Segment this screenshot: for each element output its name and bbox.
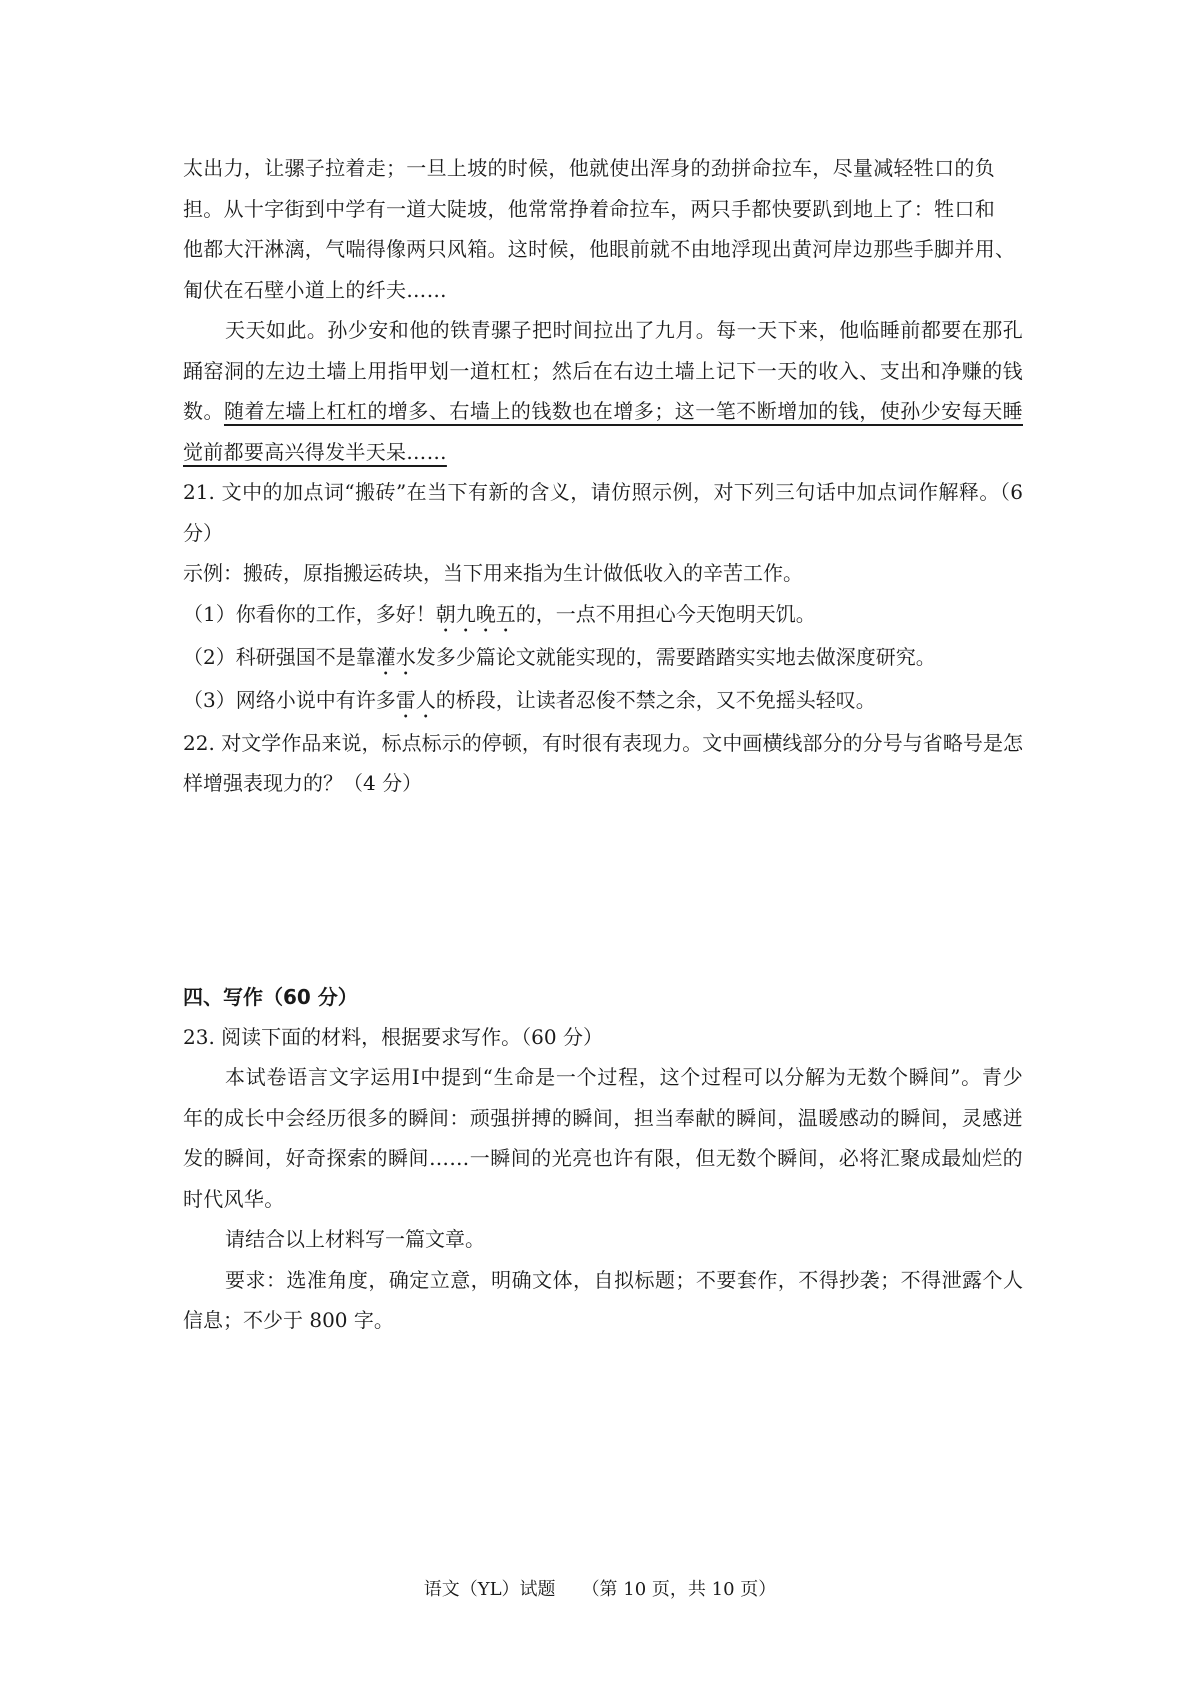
question-21-item-3 <box>183 680 1023 723</box>
page-content <box>183 148 1023 1341</box>
question-21-item-2 <box>183 637 1023 680</box>
passage-line: 担。从十字街到中学有一道大陡坡，他常常挣着命拉车，两只手都快要趴到地上了：牲口和 <box>183 196 995 221</box>
question-21-prompt: 21. 文中的加点词“搬砖”在当下有新的含义，请仿照示例，对下列三句话中加点词作解释。（6 分） <box>183 480 1023 545</box>
question-21-example: 示例：搬砖，原指搬运砖块，当下用来指为生计做低收入的辛苦工作。 <box>183 561 803 585</box>
writing-material: 本试卷语言文字运用Ⅰ中提到“生命是一个过程，这个过程可以分解为无数个瞬间”。青少年的成长中会经历很多的瞬间：顽强拼搏的瞬间，担当奉献的瞬间，温暖感动的瞬间，灵感迸发的瞬间，好奇探索的瞬间……一瞬间的光亮也许有限，但无数个瞬间，必将汇聚成最灿烂的时代风华。 <box>183 1065 1023 1211</box>
passage-line: 太出力，让骡子拉着走；一旦上坡的时候，他就使出浑身的劲拼命拉车，尽量减轻牲口的负 <box>183 156 995 180</box>
passage-line: 匍伏在石壁小道上的纤夫…… <box>183 277 447 302</box>
footer-subject: 语文（YL）试题 <box>423 1579 556 1600</box>
question-23-prompt: 23. 阅读下面的材料，根据要求写作。（60 分） <box>183 1024 603 1049</box>
dotted-word: 朝九晚五 <box>435 601 516 626</box>
item-text: （2）科研强国不是靠 <box>183 644 376 669</box>
question-22-prompt: 22. 对文学作品来说，标点标示的停顿，有时很有表现力。文中画横线部分的分号与省略号是怎样增强表现力的？（4 分） <box>183 730 1023 795</box>
passage-line: 他都大汗淋漓，气喘得像两只风箱。这时候，他眼前就不由地浮现出黄河岸边那些手脚并用、 <box>183 237 1016 261</box>
passage-paragraph-1 <box>183 148 1023 310</box>
writing-requirements: 要求：选准角度，确定立意，明确文体，自拟标题；不要套作，不得抄袭；不得泄露个人信息；不少于 800 字。 <box>183 1267 1023 1332</box>
passage-text: 天天如此。孙少安和他的铁青骡子把时间拉出了九月。每一天下来，他临睡前都要在那孔踊窑洞的左边土墙上用指甲划一道杠杠；然后在右边土墙上记下一天的收入、支出和净赚的钱数。 <box>183 318 1023 423</box>
page-footer <box>0 1575 1200 1605</box>
item-text: （3）网络小说中有许多 <box>183 687 396 712</box>
question-21-item-1 <box>183 594 1023 637</box>
item-text: 的，一点不用担心今天饱明天饥。 <box>515 601 816 626</box>
answer-space <box>183 804 1023 977</box>
footer-page-number: （第 10 页，共 10 页） <box>581 1579 777 1600</box>
section-title-writing: 四、写作（60 分） <box>183 984 358 1009</box>
dotted-word: 雷人 <box>395 687 436 712</box>
item-text: （1）你看你的工作，多好！ <box>183 601 436 626</box>
underlined-sentence: 随着左墙上杠杠的增多、右墙上的钱数也在增多；这一笔不断增加的钱，使孙少安每天睡觉前都要高兴得发半天呆…… <box>183 399 1023 464</box>
writing-instruction: 请结合以上材料写一篇文章。 <box>225 1227 485 1251</box>
dotted-word: 灌水 <box>375 644 416 669</box>
passage-paragraph-2 <box>183 310 1023 472</box>
item-text: 发多少篇论文就能实现的，需要踏踏实实地去做深度研究。 <box>415 644 936 669</box>
item-text: 的桥段，让读者忍俊不禁之余，又不免摇头轻叹。 <box>435 687 876 712</box>
